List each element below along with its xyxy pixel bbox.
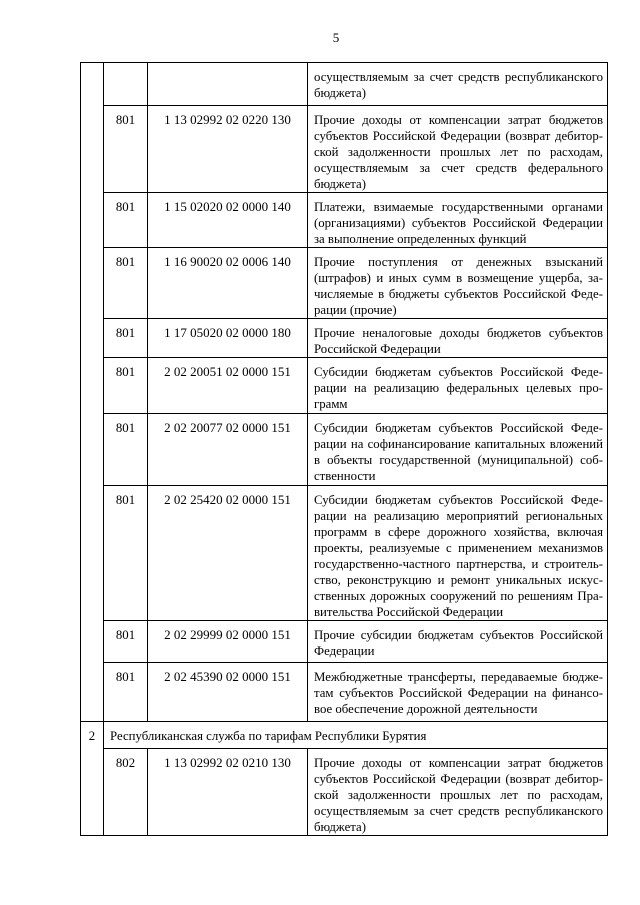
- description-line: в объекты государственной (муниципальной) соб-: [314, 453, 603, 467]
- description-line: Российской Федерации: [314, 342, 441, 356]
- table-row: [81, 486, 608, 621]
- kbk-code-cell: 2 02 20077 02 0000 151: [148, 414, 308, 486]
- table-row: [81, 319, 608, 358]
- kbk-code-cell: [148, 63, 308, 106]
- description-cell: [308, 749, 608, 836]
- section-number: 2: [81, 722, 104, 836]
- revenue-codes-table: [80, 62, 608, 836]
- table-row: [81, 248, 608, 319]
- description-cell: [308, 663, 608, 722]
- admin-code-cell: 801: [104, 358, 148, 414]
- description-line: ство, реконструкцию и ремонт уникальных искус-: [314, 573, 603, 587]
- description-line: осуществляемым за счет средств республиканского: [314, 804, 603, 818]
- table-row: [81, 193, 608, 248]
- description-line: бюджета): [314, 86, 366, 100]
- kbk-code-cell: 1 13 02992 02 0220 130: [148, 106, 308, 193]
- description-cell: [308, 248, 608, 319]
- description-line: бюджета): [314, 820, 366, 834]
- description-cell: [308, 106, 608, 193]
- description-cell: [308, 319, 608, 358]
- description-line: Федерации: [314, 644, 375, 658]
- description-line: Субсидии бюджетам субъектов Российской Феде-: [314, 365, 603, 379]
- description-line: субъектов Российской Федерации (возврат дебитор-: [314, 772, 603, 786]
- description-line: рации (прочие): [314, 303, 397, 317]
- description-line: субъектов Российской Федерации (возврат дебитор-: [314, 129, 603, 143]
- table-row: [81, 663, 608, 722]
- kbk-code-cell: 2 02 45390 02 0000 151: [148, 663, 308, 722]
- table-row: [81, 358, 608, 414]
- kbk-code-cell: 2 02 29999 02 0000 151: [148, 621, 308, 663]
- description-line: Прочие неналоговые доходы бюджетов субъектов: [314, 326, 603, 340]
- description-line: ской задолженности прошлых лет по расходам,: [314, 788, 603, 802]
- admin-code-cell: 801: [104, 248, 148, 319]
- description-line: ственности: [314, 469, 376, 483]
- kbk-code-cell: 2 02 20051 02 0000 151: [148, 358, 308, 414]
- description-line: бюджета): [314, 177, 366, 191]
- description-line: Межбюджетные трансферты, передаваемые бюдже-: [314, 670, 603, 684]
- table-row: [81, 106, 608, 193]
- description-line: (организациями) субъектов Российской Федерации: [314, 216, 603, 230]
- description-line: рации на реализацию федеральных целевых про-: [314, 381, 603, 395]
- table-row: [81, 621, 608, 663]
- description-line: Субсидии бюджетам субъектов Российской Феде-: [314, 493, 603, 507]
- admin-code-cell: 801: [104, 663, 148, 722]
- kbk-code-cell: 1 13 02992 02 0210 130: [148, 749, 308, 836]
- description-line: Прочие субсидии бюджетам субъектов Российской: [314, 628, 603, 642]
- description-line: грамм: [314, 397, 348, 411]
- description-cell: [308, 414, 608, 486]
- description-line: Прочие доходы от компенсации затрат бюджетов: [314, 756, 603, 770]
- page-number: 5: [332, 30, 340, 45]
- description-line: осуществляемым за счет средств федерального: [314, 161, 603, 175]
- description-line: вое обеспечение дорожной деятельности: [314, 702, 538, 716]
- table-row: [81, 414, 608, 486]
- description-line: программ в сфере дорожного хозяйства, включая: [314, 525, 603, 539]
- table-row: [81, 63, 608, 106]
- admin-code-cell: [104, 63, 148, 106]
- admin-code-cell: 802: [104, 749, 148, 836]
- admin-code-cell: 801: [104, 319, 148, 358]
- kbk-code-cell: 1 17 05020 02 0000 180: [148, 319, 308, 358]
- row-number-cell: [81, 63, 104, 722]
- description-cell: [308, 358, 608, 414]
- description-line: Субсидии бюджетам субъектов Российской Феде-: [314, 421, 603, 435]
- description-line: числяемые в бюджеты субъектов Российской Феде-: [314, 287, 603, 301]
- description-cell: [308, 63, 608, 106]
- description-line: рации на реализацию мероприятий региональных: [314, 509, 603, 523]
- description-line: проекты, реализуемые с применением механизмов: [314, 541, 603, 555]
- kbk-code-cell: 1 16 90020 02 0006 140: [148, 248, 308, 319]
- description-line: ственных дорожных сооружений по решениям Пра-: [314, 589, 603, 603]
- admin-code-cell: 801: [104, 486, 148, 621]
- description-line: Прочие поступления от денежных взысканий: [314, 255, 603, 269]
- description-line: государственно-частного партнерства, и строитель-: [314, 557, 603, 571]
- description-cell: [308, 486, 608, 621]
- section-title: Республиканская служба по тарифам Республики Бурятия: [104, 722, 608, 749]
- description-line: Платежи, взимаемые государственными органами: [314, 200, 603, 214]
- kbk-code-cell: 2 02 25420 02 0000 151: [148, 486, 308, 621]
- description-line: Прочие доходы от компенсации затрат бюджетов: [314, 113, 603, 127]
- description-line: за выполнение определенных функций: [314, 232, 527, 246]
- table-row: [81, 749, 608, 836]
- description-line: рации на софинансирование капитальных вложений: [314, 437, 603, 451]
- description-cell: [308, 621, 608, 663]
- description-line: там субъектов Российской Федерации на финансо-: [314, 686, 603, 700]
- section-header-row: [81, 722, 608, 749]
- admin-code-cell: 801: [104, 621, 148, 663]
- admin-code-cell: 801: [104, 106, 148, 193]
- description-line: (штрафов) и иных сумм в возмещение ущерба, за-: [314, 271, 603, 285]
- kbk-code-cell: 1 15 02020 02 0000 140: [148, 193, 308, 248]
- admin-code-cell: 801: [104, 193, 148, 248]
- description-line: осуществляемым за счет средств республиканского: [314, 70, 603, 84]
- description-cell: [308, 193, 608, 248]
- description-line: ской задолженности прошлых лет по расходам,: [314, 145, 603, 159]
- description-line: вительства Российской Федерации: [314, 605, 504, 619]
- admin-code-cell: 801: [104, 414, 148, 486]
